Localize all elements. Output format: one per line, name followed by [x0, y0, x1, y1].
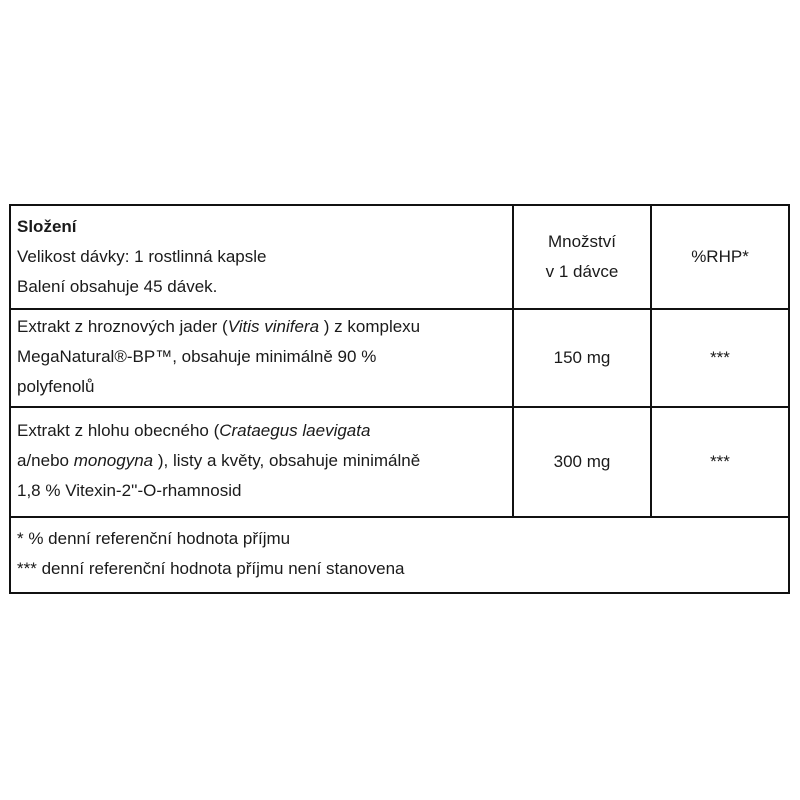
ingredient-cell — [11, 310, 514, 406]
rhp-header: %RHP* — [691, 247, 749, 266]
ingredient-line: MegaNatural®-BP™, obsahuje minimálně 90 % — [17, 347, 377, 366]
amount-header-line2: v 1 dávce — [545, 262, 619, 281]
ingredient-text: a/nebo — [17, 451, 74, 470]
ingredient-line: polyfenolů — [17, 377, 95, 396]
latin-name: monogyna — [73, 451, 154, 470]
rhp-value: *** — [710, 348, 730, 367]
footnotes-cell — [11, 518, 788, 592]
ingredient-line: 1,8 % Vitexin-2''-O-rhamnosid — [17, 481, 242, 500]
table-row — [11, 310, 788, 408]
header-amount-cell — [514, 206, 652, 308]
amount-value: 300 mg — [553, 452, 611, 471]
rhp-cell — [652, 310, 788, 406]
latin-name: Crataegus laevigata — [219, 421, 371, 440]
table-header-row — [11, 206, 788, 310]
ingredient-cell — [11, 408, 514, 516]
ingredient-text: Extrakt z hroznových jader ( — [17, 317, 228, 336]
latin-name: Vitis vinifera — [227, 317, 320, 336]
footnotes-row — [11, 518, 788, 592]
package-text: Balení obsahuje 45 dávek. — [17, 277, 218, 296]
rhp-value: *** — [710, 452, 730, 471]
ingredient-line — [17, 312, 512, 342]
rhp-cell — [652, 408, 788, 516]
footnote-not-set: *** denní referenční hodnota příjmu není stanovena — [17, 559, 405, 578]
amount-header-line1: Množství — [547, 232, 617, 251]
composition-title: Složení — [17, 217, 77, 236]
ingredient-line — [17, 416, 512, 446]
amount-cell — [514, 310, 652, 406]
ingredient-line — [17, 446, 512, 476]
amount-value: 150 mg — [553, 348, 611, 367]
ingredient-text: Extrakt z hlohu obecného ( — [17, 421, 220, 440]
composition-table — [9, 204, 790, 594]
amount-cell — [514, 408, 652, 516]
table-row — [11, 408, 788, 518]
serving-size-text: Velikost dávky: 1 rostlinná kapsle — [17, 247, 267, 266]
header-rhp-cell — [652, 206, 788, 308]
header-composition-cell — [11, 206, 514, 308]
footnote-rhp: * % denní referenční hodnota příjmu — [17, 529, 291, 548]
ingredient-text: ), listy a květy, obsahuje minimálně — [153, 451, 421, 470]
ingredient-text: ) z komplexu — [319, 317, 421, 336]
